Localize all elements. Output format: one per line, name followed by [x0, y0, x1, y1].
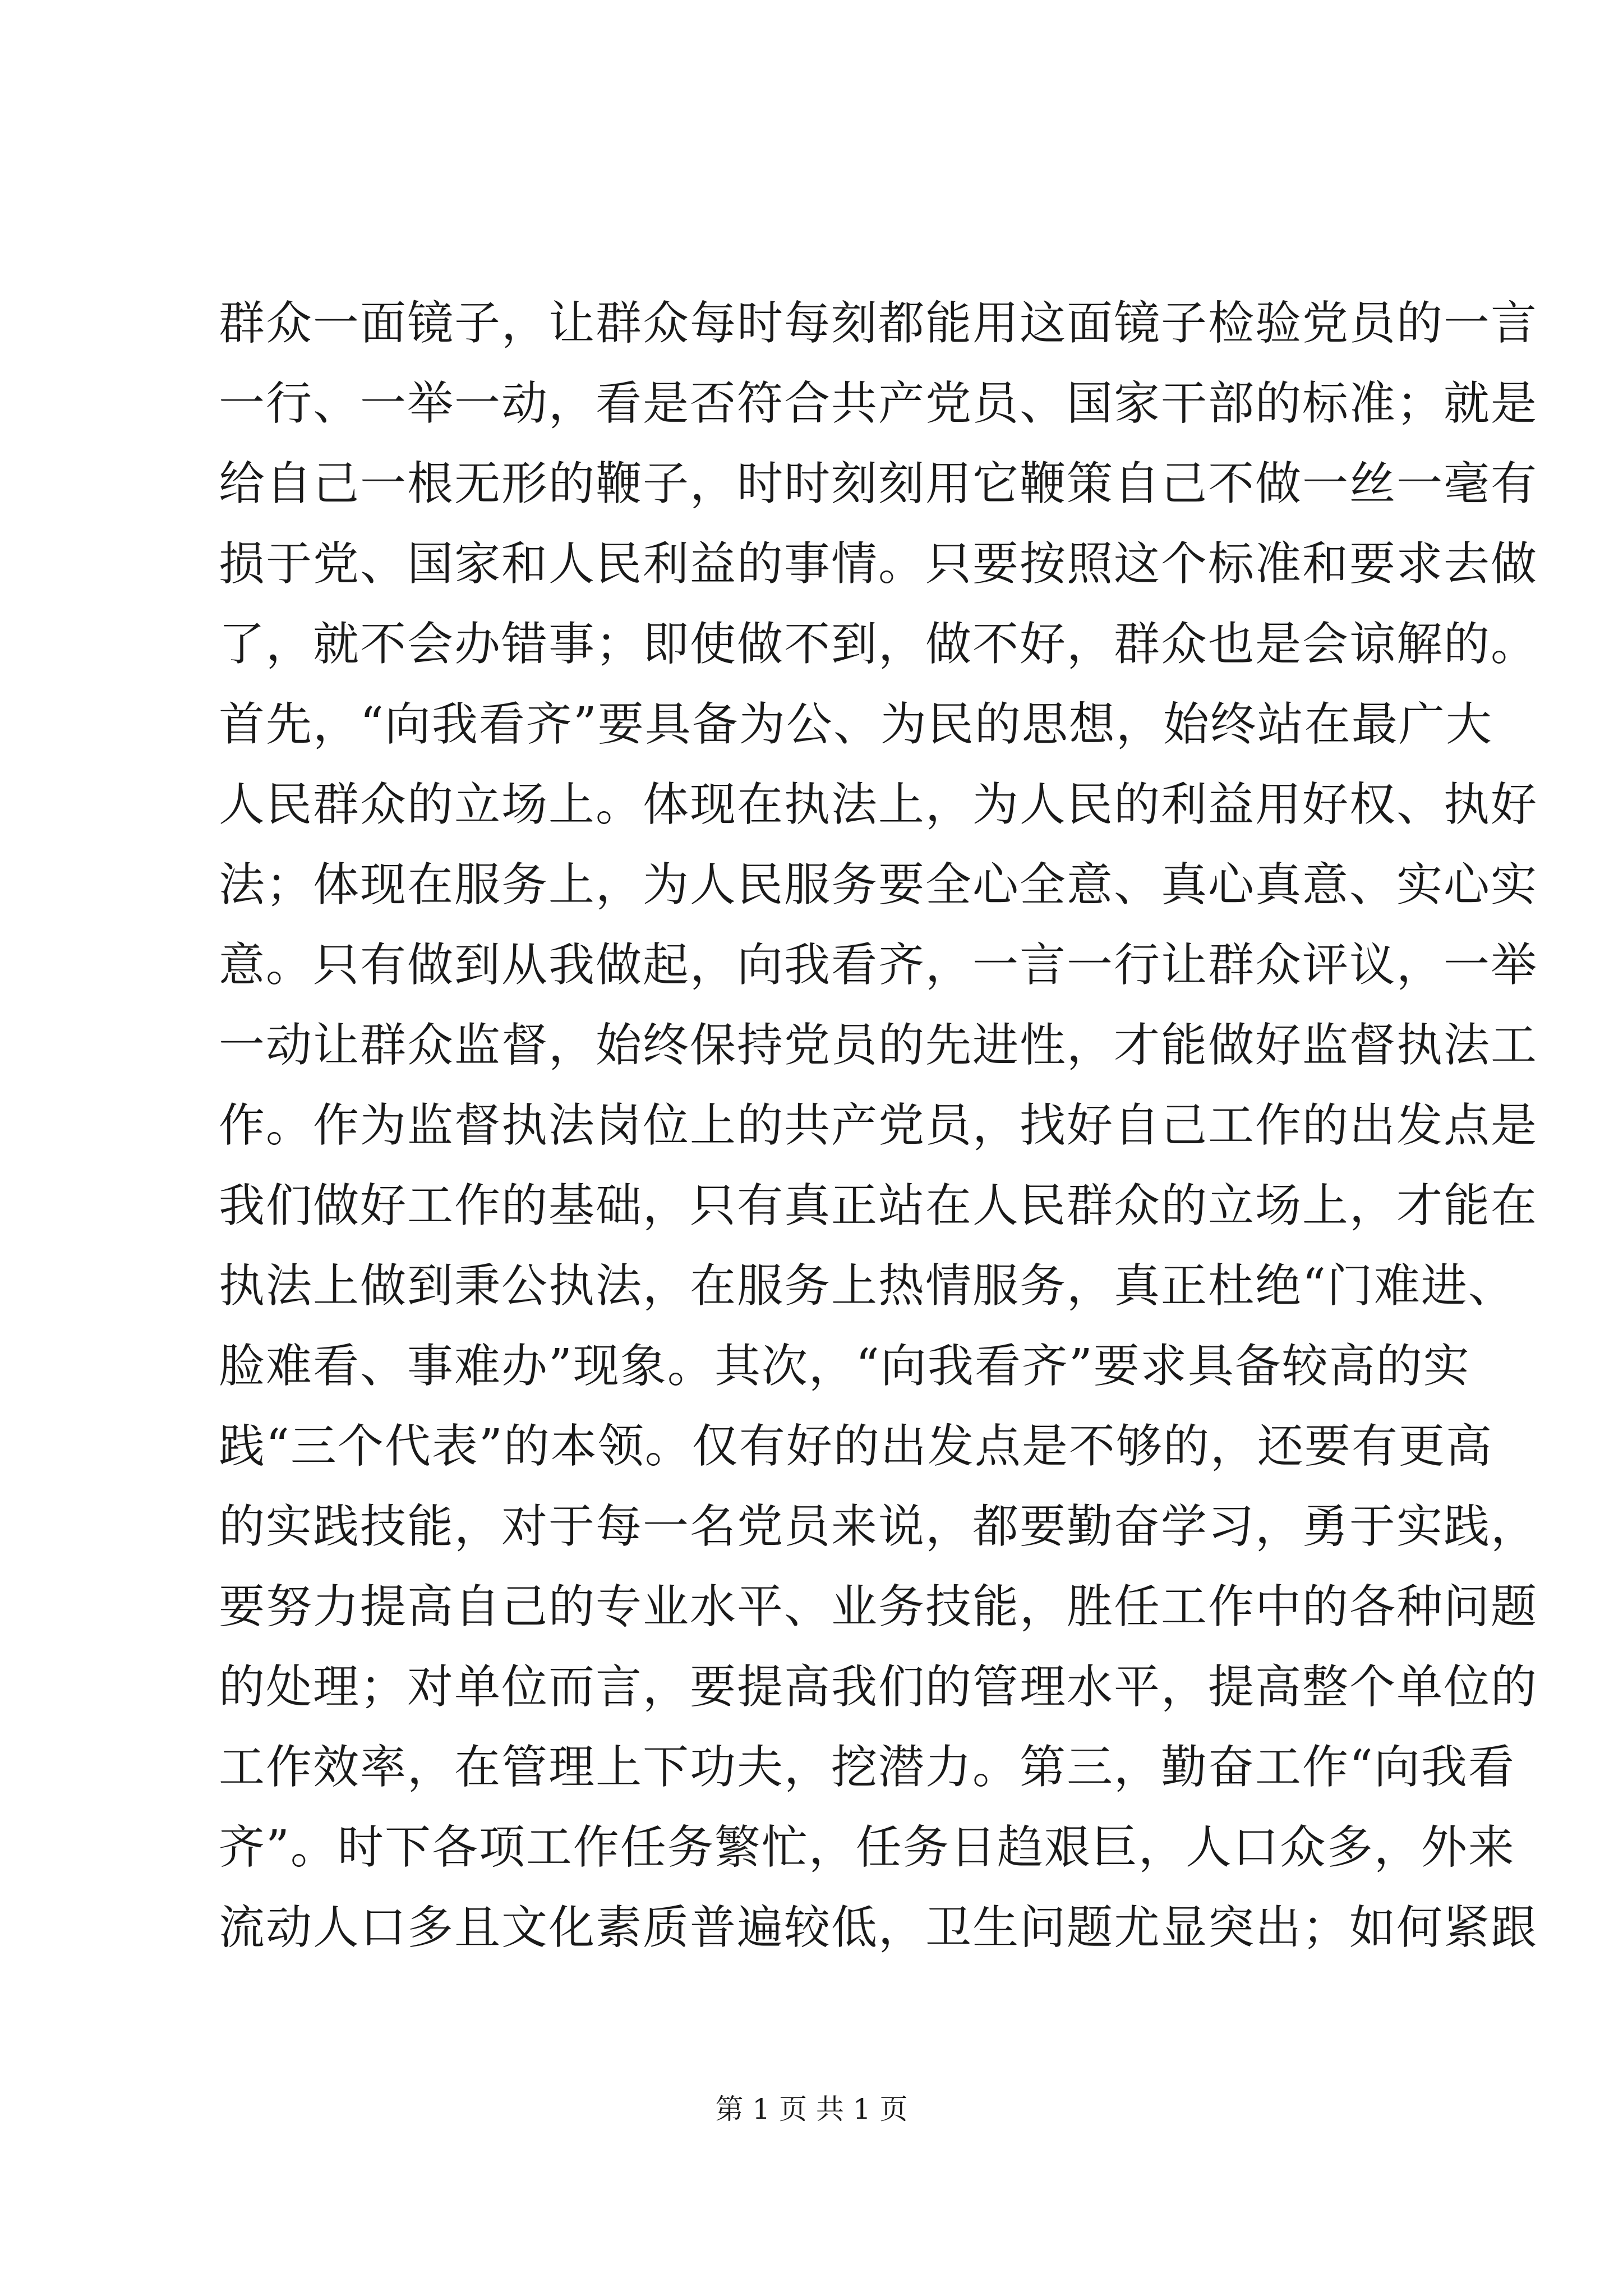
text-line: 群众一面镜子，让群众每时每刻都能用这面镜子检验党员的一言 [219, 297, 1538, 350]
text-line: 齐”。时下各项工作任务繁忙，任务日趋艰巨，人口众多，外来 [219, 1821, 1515, 1874]
text-line: 法；体现在服务上，为人民服务要全心全意、真心真意、实心实 [219, 858, 1538, 912]
text-line: 工作效率，在管理上下功夫，挖潜力。第三，勤奋工作“向我看 [219, 1741, 1515, 1794]
text-line: 一行、一举一动，看是否符合共产党员、国家干部的标准；就是 [219, 377, 1538, 430]
text-line: 人民群众的立场上。体现在执法上，为人民的利益用好权、执好 [219, 778, 1538, 831]
body-text [219, 283, 1538, 1968]
text-line: 的实践技能，对于每一名党员来说，都要勤奋学习，勇于实践， [219, 1500, 1538, 1553]
text-line: 给自己一根无形的鞭子，时时刻刻用它鞭策自己不做一丝一毫有 [219, 457, 1538, 510]
text-line: 执法上做到秉公执法，在服务上热情服务，真正杜绝“门难进、 [219, 1259, 1515, 1313]
text-line: 作。作为监督执法岗位上的共产党员，找好自己工作的出发点是 [219, 1099, 1538, 1152]
text-line: 脸难看、事难办”现象。其次，“向我看齐”要求具备较高的实 [219, 1340, 1470, 1393]
page-number-footer: 第 1 页 共 1 页 [715, 2093, 908, 2125]
text-line: 我们做好工作的基础，只有真正站在人民群众的立场上，才能在 [219, 1179, 1538, 1232]
text-line: 流动人口多且文化素质普遍较低，卫生问题尤显突出；如何紧跟 [219, 1901, 1538, 1954]
text-line: 意。只有做到从我做起，向我看齐，一言一行让群众评议，一举 [219, 938, 1538, 992]
text-line: 损于党、国家和人民利益的事情。只要按照这个标准和要求去做 [219, 537, 1538, 591]
text-line: 要努力提高自己的专业水平、业务技能，胜任工作中的各种问题 [219, 1580, 1538, 1634]
text-line: 首先，“向我看齐”要具备为公、为民的思想，始终站在最广大 [219, 698, 1493, 751]
text-line: 了，就不会办错事；即使做不到，做不好，群众也是会谅解的。 [219, 618, 1538, 671]
text-line: 践“三个代表”的本领。仅有好的出发点是不够的，还要有更高 [219, 1420, 1493, 1473]
text-line: 的处理；对单位而言，要提高我们的管理水平，提高整个单位的 [219, 1660, 1538, 1714]
text-line: 一动让群众监督，始终保持党员的先进性，才能做好监督执法工 [219, 1019, 1538, 1072]
